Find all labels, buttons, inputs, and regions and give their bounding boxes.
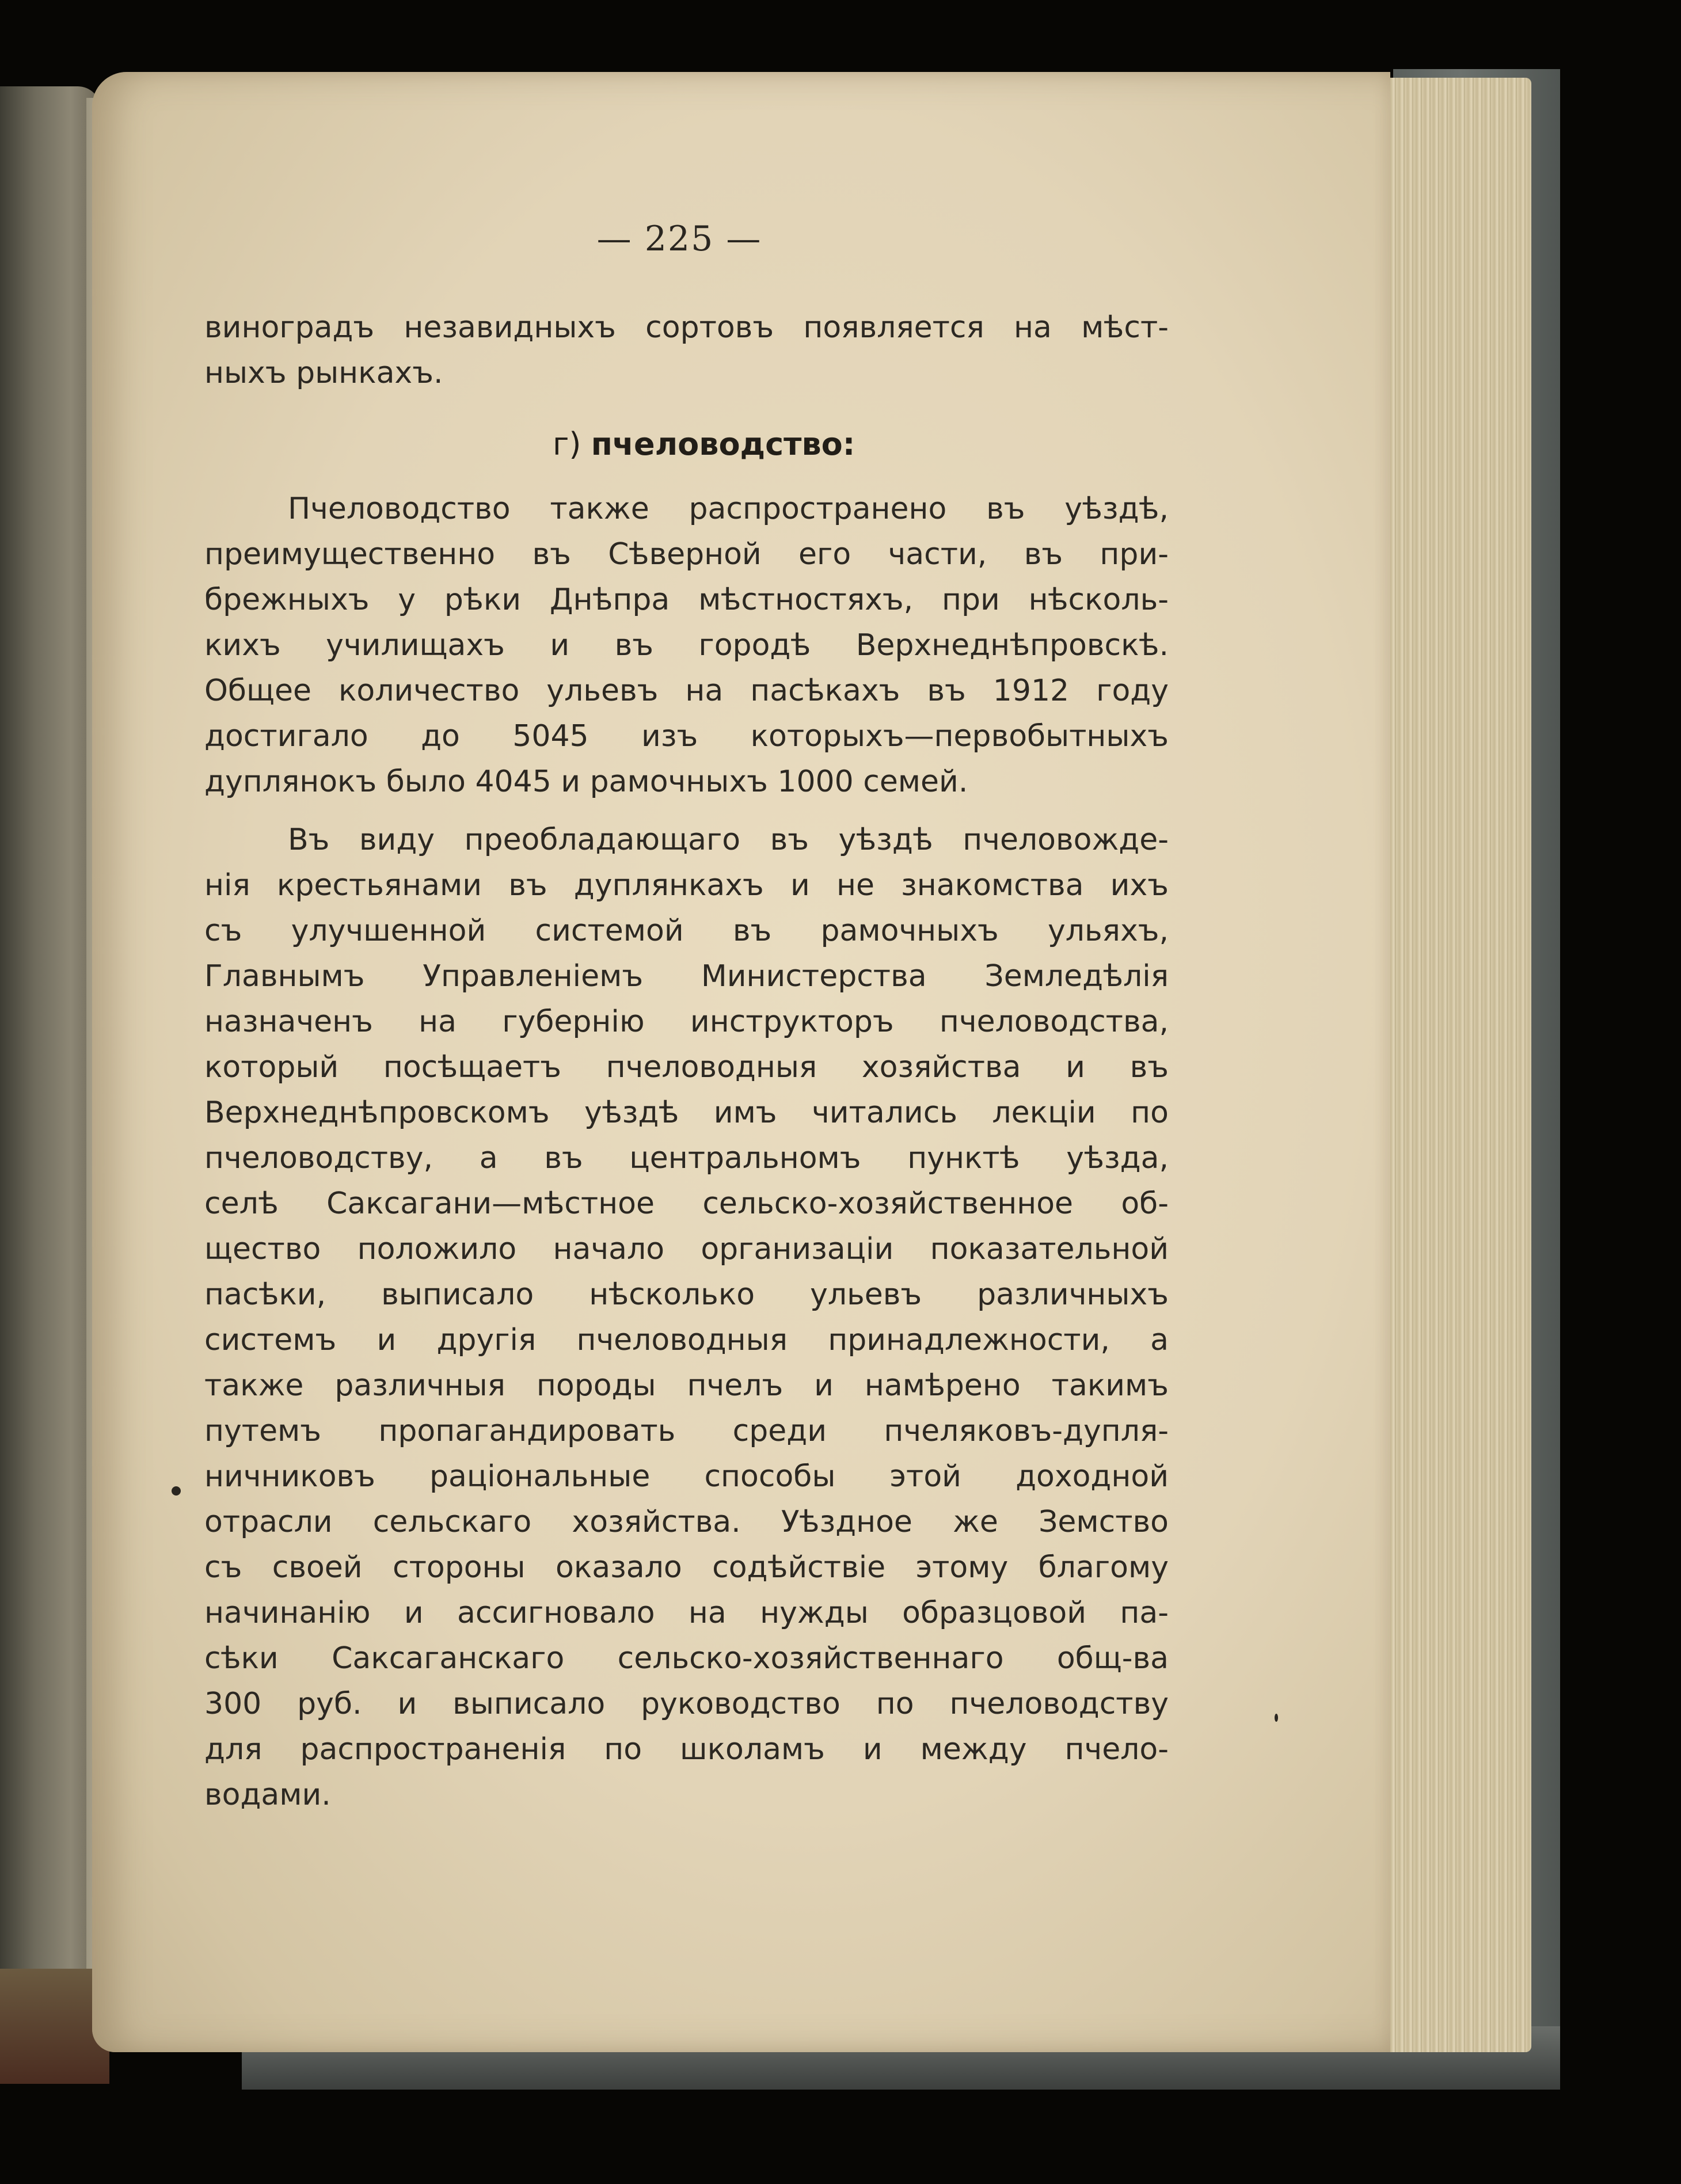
text-line: системъ и другія пчеловодныя принадлежности, а [204, 1323, 1169, 1357]
text-line: водами. [204, 1778, 331, 1812]
page-stack-edge [1379, 78, 1531, 2052]
text-line: который посѣщаетъ пчеловодныя хозяйства и въ [204, 1050, 1169, 1085]
continuation-text [204, 305, 1169, 396]
text-line: виноградъ незавидныхъ сортовъ появляется на мѣст- [204, 310, 1169, 345]
text-line: сѣки Саксаганскаго сельско-хозяйственнаго общ-ва [204, 1641, 1169, 1676]
text-line: съ улучшенной системой въ рамочныхъ ульяхъ, [204, 914, 1169, 948]
text-line: съ своей стороны оказало содѣйствіе этому благому [204, 1550, 1169, 1585]
text-line: нія крестьянами въ дуплянкахъ и не знакомства ихъ [204, 868, 1169, 903]
ink-speck [1275, 1714, 1278, 1722]
text-line: Пчеловодство также распространено въ уѣздѣ, [288, 492, 1169, 526]
previous-page-edge [0, 86, 101, 2055]
text-line: селѣ Саксагани—мѣстное сельско-хозяйственное об- [204, 1186, 1169, 1221]
text-line: кихъ училищахъ и въ городѣ Верхнеднѣпровскѣ. [204, 628, 1169, 663]
heading-prefix: г) [553, 426, 581, 462]
text-line: путемъ пропагандировать среди пчеляковъ-дупля- [204, 1414, 1169, 1448]
text-line: брежныхъ у рѣки Днѣпра мѣстностяхъ, при нѣсколь- [204, 583, 1169, 617]
heading-title: пчеловодство [591, 426, 843, 462]
text-line: ныхъ рынкахъ. [204, 356, 443, 390]
heading-suffix: : [842, 426, 855, 462]
page-number: — 225 — [596, 219, 762, 259]
text-line: для распространенія по школамъ и между пчело- [204, 1732, 1169, 1767]
text-line: Верхнеднѣпровскомъ уѣздѣ имъ читались лекціи по [204, 1095, 1169, 1130]
text-line: 300 руб. и выписало руководство по пчеловодству [204, 1687, 1169, 1721]
text-line: достигало до 5045 изъ которыхъ—первобытныхъ [204, 719, 1169, 754]
text-line: пасѣки, выписало нѣсколько ульевъ различныхъ [204, 1277, 1169, 1312]
text-line: начинанію и ассигновало на нужды образцовой па- [204, 1596, 1169, 1630]
text-line: также различныя породы пчелъ и намѣрено такимъ [204, 1368, 1169, 1403]
paragraph-1 [204, 486, 1169, 805]
text-line: щество положило начало организаціи показательной [204, 1232, 1169, 1266]
text-line: ничниковъ раціональные способы этой доходной [204, 1459, 1169, 1494]
text-line: пчеловодству, а въ центральномъ пунктѣ уѣзда, [204, 1141, 1169, 1175]
text-line: преимущественно въ Сѣверной его части, въ при- [204, 537, 1169, 572]
section-heading [553, 426, 855, 462]
text-line: дуплянокъ было 4045 и рамочныхъ 1000 семей. [204, 764, 968, 799]
text-line: отрасли сельскаго хозяйства. Уѣздное же Земство [204, 1505, 1169, 1539]
text-line: Общее количество ульевъ на пасѣкахъ въ 1912 году [204, 674, 1169, 708]
text-line: Главнымъ Управленіемъ Министерства Земледѣлія [204, 959, 1169, 994]
ink-speck [172, 1486, 181, 1496]
text-line: назначенъ на губернію инструкторъ пчеловодства, [204, 1005, 1169, 1039]
paragraph-2 [204, 817, 1169, 1818]
text-line: Въ виду преобладающаго въ уѣздѣ пчеловожде- [288, 823, 1169, 857]
